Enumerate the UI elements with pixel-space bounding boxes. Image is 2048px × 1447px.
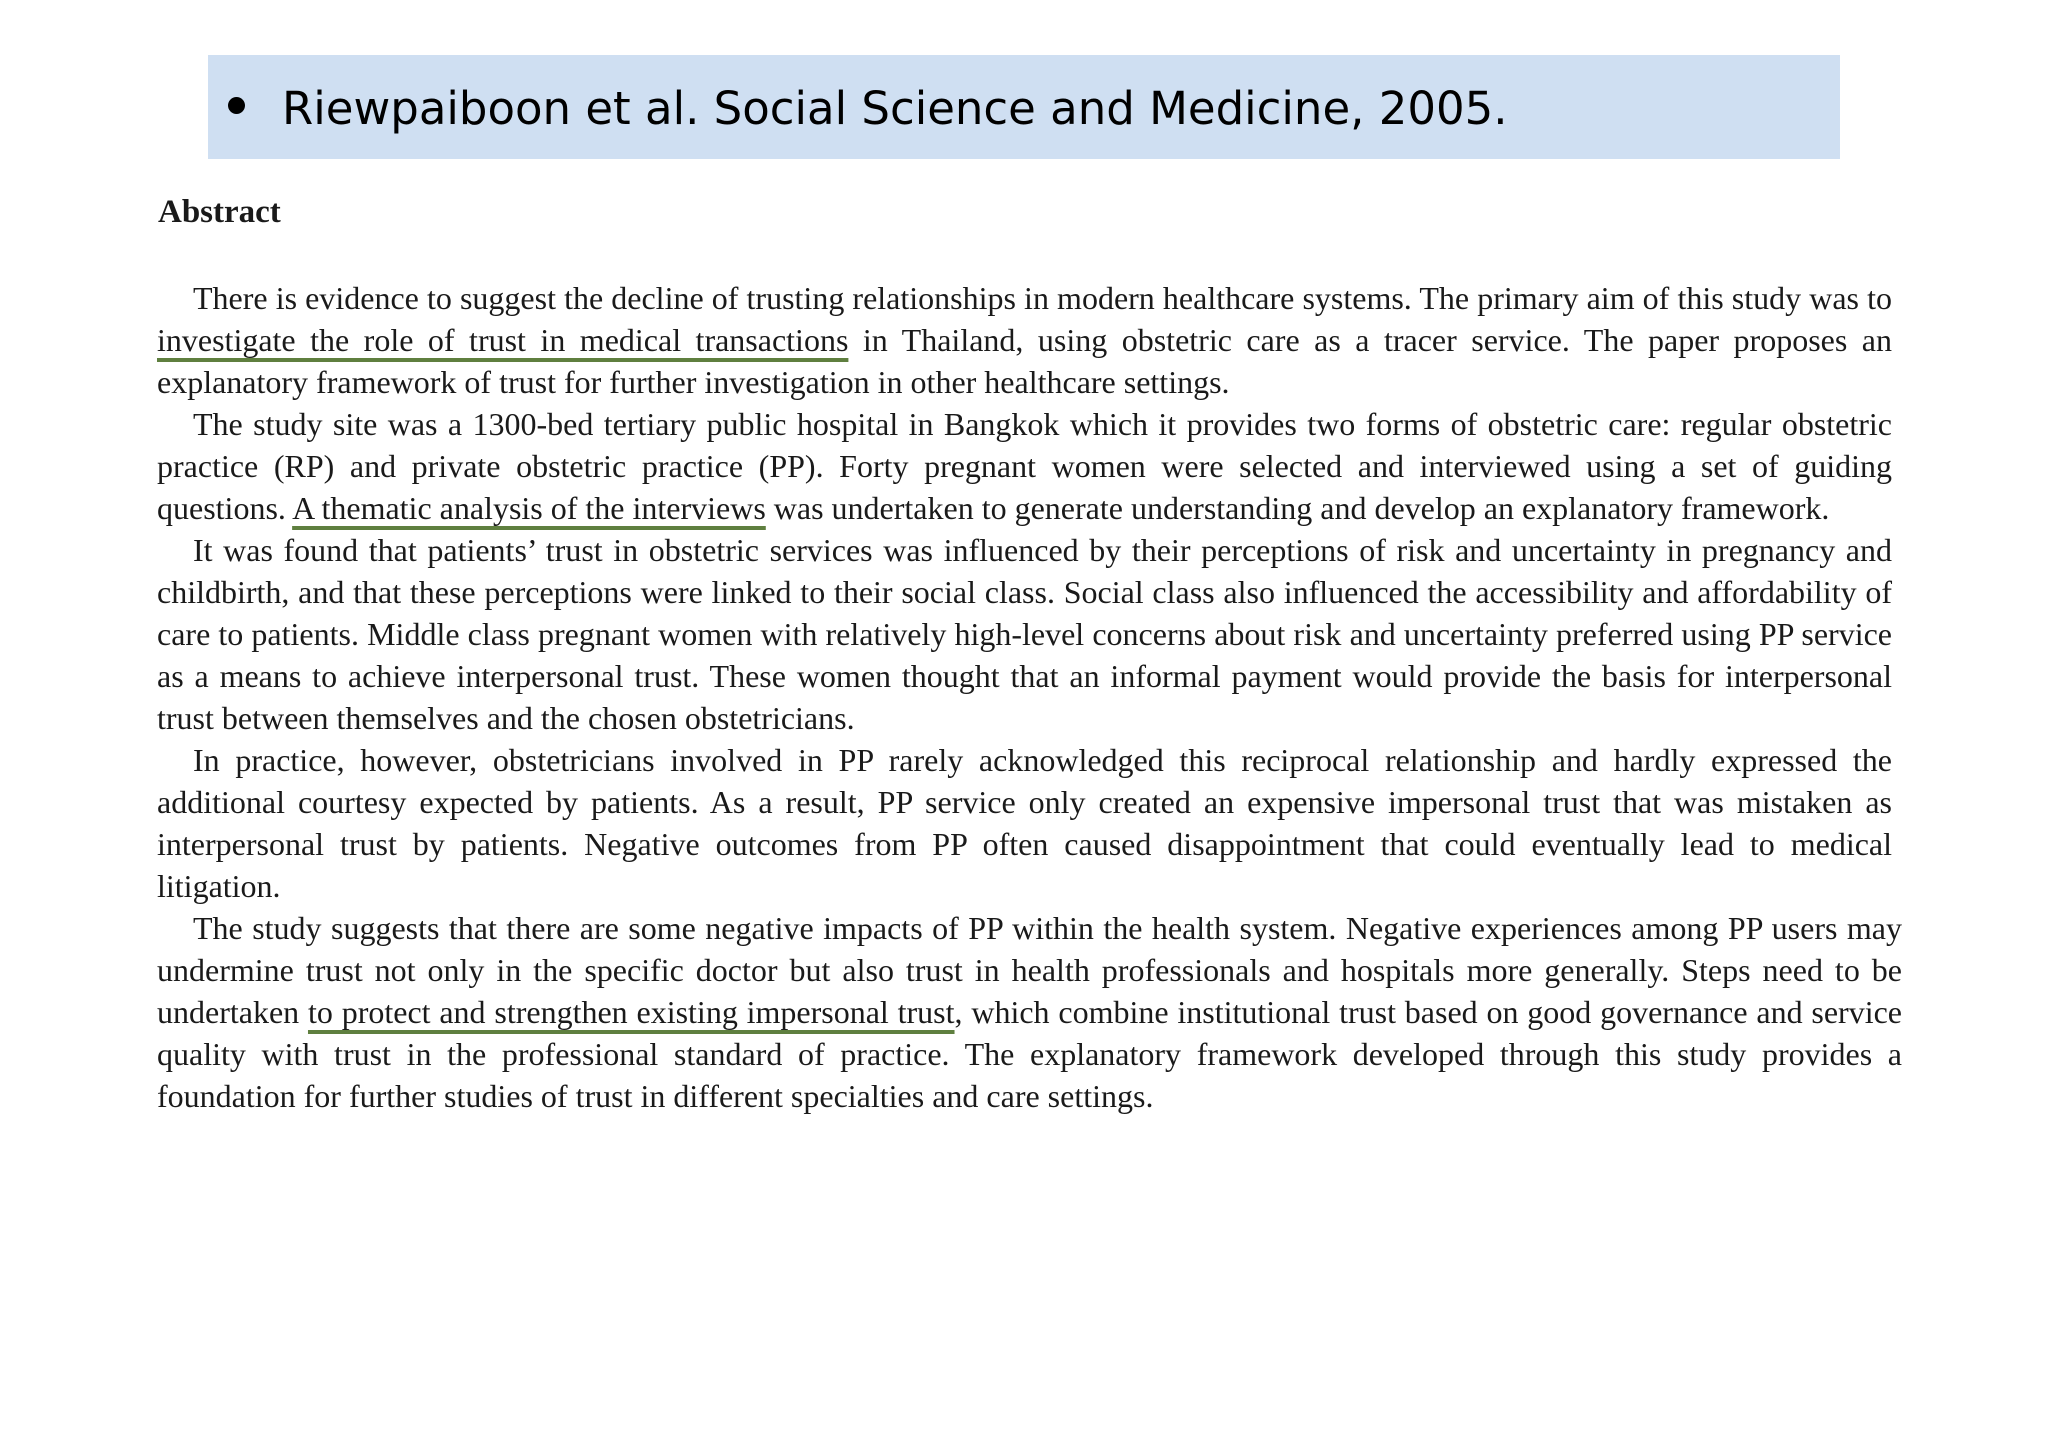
paragraph-text: in Thailand, using obstetric care as a tracer service. The paper proposes an explanatory framework of trust for further investigation in other healthcare settings. xyxy=(157,322,1893,400)
abstract-paragraph xyxy=(157,403,1892,529)
bullet-icon xyxy=(228,97,245,114)
underlined-phrase: to protect and strengthen existing impersonal trust xyxy=(307,994,955,1030)
paragraph-text: , which combine institutional trust based on good governance and service quality with trust in the professional standard of practice. The explanatory framework developed through this study provides a foundation for further studies of trust in different specialties and care settings. xyxy=(157,994,1903,1114)
paragraph-text: There is evidence to suggest the decline of trusting relationships in modern healthcare systems. The primary aim of this study was to xyxy=(193,280,1892,316)
underlined-phrase: investigate the role of trust in medical transactions xyxy=(157,322,849,358)
paragraph-text: The study suggests that there are some negative impacts of PP within the health system. Negative experiences among PP users may undermine trust not only in the specific doctor but also trust in health professionals and hospitals more generally. Steps need to be undertaken xyxy=(157,910,1902,1030)
abstract-heading: Abstract xyxy=(158,194,281,230)
underlined-phrase: A thematic analysis of the interviews xyxy=(292,490,766,526)
abstract-paragraph: It was found that patients’ trust in obstetric services was influenced by their perceptions of risk and uncertainty in pregnancy and childbirth, and that these perceptions were linked to their social class. Social class also influenced the accessibility and affordability of care to patients. Middle class pregnant women with relatively high-level concerns about risk and uncertainty preferred using PP service as a means to achieve interpersonal trust. These women thought that an informal payment would provide the basis for interpersonal trust between themselves and the chosen obstetricians. xyxy=(157,532,1892,736)
citation-text: Riewpaiboon et al. Social Science and Medicine, 2005. xyxy=(282,82,1508,135)
abstract-body xyxy=(157,277,1903,1117)
abstract-paragraph: In practice, however, obstetricians involved in PP rarely acknowledged this reciprocal relationship and hardly expressed the additional courtesy expected by patients. As a result, PP service only created an expensive impersonal trust that was mistaken as interpersonal trust by patients. Negative outcomes from PP often caused disappointment that could eventually lead to medical litigation. xyxy=(157,742,1892,904)
abstract-paragraph xyxy=(157,277,1892,403)
abstract-paragraph xyxy=(157,907,1902,1117)
paragraph-text: was undertaken to generate understanding and develop an explanatory framework. xyxy=(765,490,1830,526)
paragraph-text: The study site was a 1300-bed tertiary public hospital in Bangkok which it provides two forms of obstetric care: regular obstetric practice (RP) and private obstetric practice (PP). Forty pregnant women were selected and interviewed using a set of guiding questions. xyxy=(157,406,1892,526)
